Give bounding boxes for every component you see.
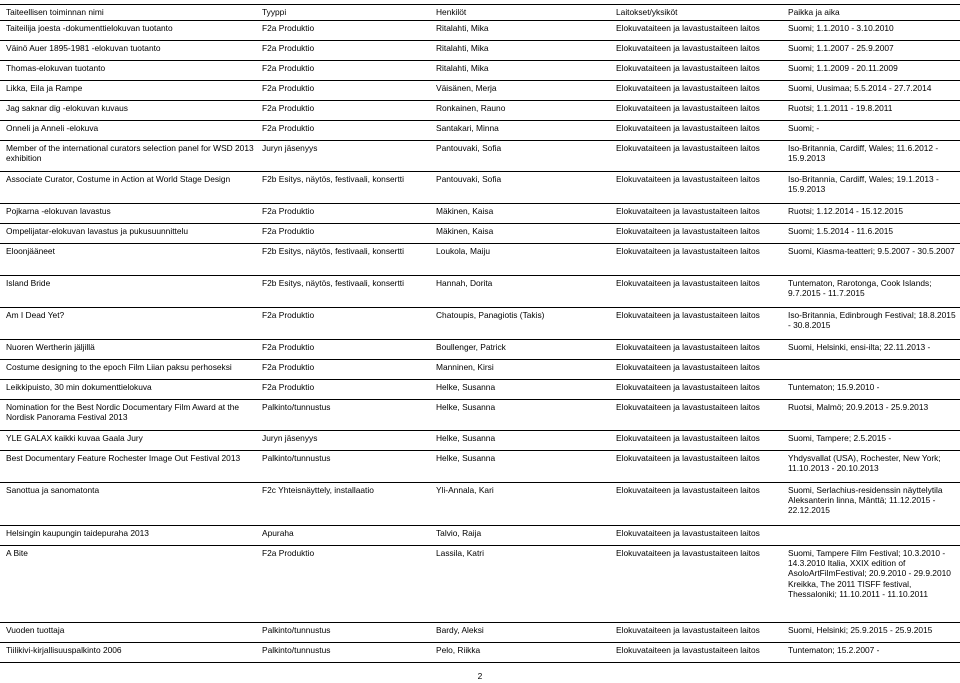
cell-col-persons: Talvio, Raija [436, 528, 482, 538]
cell-col-persons: Helke, Susanna [436, 402, 496, 412]
header-col-place-time: Paikka ja aika [788, 7, 840, 17]
cell-col-name: Ompelijatar-elokuvan lavastus ja pukusuunnittelu [6, 226, 189, 236]
cell-col-type: F2a Produktio [262, 310, 315, 320]
cell-col-type: F2a Produktio [262, 226, 315, 236]
table-row [0, 224, 960, 244]
cell-col-unit: Elokuvataiteen ja lavastustaiteen laitos [616, 143, 760, 153]
page-number: 2 [477, 671, 483, 681]
cell-col-name: Tiilikivi-kirjallisuuspalkinto 2006 [6, 645, 122, 655]
cell-col-type: F2a Produktio [262, 43, 315, 53]
cell-col-unit: Elokuvataiteen ja lavastustaiteen laitos [616, 174, 760, 184]
cell-col-name: Nomination for the Best Nordic Documentary Film Award at the Nordisk Panorama Festival 2013 [6, 402, 240, 423]
cell-col-name: Sanottua ja sanomatonta [6, 485, 100, 495]
cell-col-place-time: Suomi; 1.1.2007 - 25.9.2007 [788, 43, 894, 53]
table-row [0, 643, 960, 663]
header-col-persons: Henkilöt [436, 7, 467, 17]
cell-col-type: Juryn jäsenyys [262, 433, 318, 443]
cell-col-name: Jag saknar dig -elokuvan kuvaus [6, 103, 128, 113]
cell-col-place-time: Ruotsi; 1.1.2011 - 19.8.2011 [788, 103, 893, 113]
cell-col-type: F2c Yhteisnäyttely, installaatio [262, 485, 374, 495]
cell-col-place-time: Tuntematon, Rarotonga, Cook Islands; 9.7.2015 - 11.7.2015 [788, 278, 932, 299]
cell-col-unit: Elokuvataiteen ja lavastustaiteen laitos [616, 453, 760, 463]
cell-col-name: Associate Curator, Costume in Action at World Stage Design [6, 174, 231, 184]
table-header-row [0, 4, 960, 21]
cell-col-place-time: Iso-Britannia, Edinbrough Festival; 18.8.2015 - 30.8.2015 [788, 310, 956, 331]
table-row [0, 526, 960, 546]
table-row [0, 483, 960, 526]
cell-col-name: A Bite [6, 548, 28, 558]
cell-col-type: F2b Esitys, näytös, festivaali, konsertti [262, 278, 404, 288]
cell-col-name: Vuoden tuottaja [6, 625, 65, 635]
cell-col-unit: Elokuvataiteen ja lavastustaiteen laitos [616, 342, 760, 352]
table-row [0, 340, 960, 360]
table-row [0, 244, 960, 276]
cell-col-unit: Elokuvataiteen ja lavastustaiteen laitos [616, 123, 760, 133]
cell-col-persons: Lassila, Katri [436, 548, 484, 558]
cell-col-place-time: Suomi, Helsinki, ensi-ilta; 22.11.2013 - [788, 342, 931, 352]
table-row [0, 101, 960, 121]
table-row [0, 380, 960, 400]
cell-col-unit: Elokuvataiteen ja lavastustaiteen laitos [616, 103, 760, 113]
cell-col-name: Helsingin kaupungin taidepuraha 2013 [6, 528, 149, 538]
cell-col-name: Pojkarna -elokuvan lavastus [6, 206, 111, 216]
cell-col-unit: Elokuvataiteen ja lavastustaiteen laitos [616, 43, 760, 53]
cell-col-place-time: Suomi, Serlachius-residenssin näyttelytila Aleksanterin linna, Mänttä; 11.12.2015 - 22.12.2015 [788, 485, 943, 516]
table-row [0, 308, 960, 340]
cell-col-unit: Elokuvataiteen ja lavastustaiteen laitos [616, 310, 760, 320]
cell-col-type: F2a Produktio [262, 548, 315, 558]
cell-col-unit: Elokuvataiteen ja lavastustaiteen laitos [616, 23, 760, 33]
cell-col-place-time: Suomi, Kiasma-teatteri; 9.5.2007 - 30.5.2007 [788, 246, 955, 256]
cell-col-place-time: Suomi, Tampere; 2.5.2015 - [788, 433, 892, 443]
cell-col-name: Likka, Eila ja Rampe [6, 83, 83, 93]
cell-col-name: Island Bride [6, 278, 51, 288]
cell-col-unit: Elokuvataiteen ja lavastustaiteen laitos [616, 63, 760, 73]
cell-col-type: F2a Produktio [262, 362, 315, 372]
cell-col-place-time: Ruotsi, Malmö; 20.9.2013 - 25.9.2013 [788, 402, 929, 412]
cell-col-type: F2a Produktio [262, 342, 315, 352]
cell-col-persons: Loukola, Maiju [436, 246, 491, 256]
cell-col-persons: Hannah, Dorita [436, 278, 493, 288]
table-row [0, 276, 960, 308]
cell-col-name: YLE GALAX kaikki kuvaa Gaala Jury [6, 433, 143, 443]
cell-col-persons: Pantouvaki, Sofia [436, 143, 502, 153]
cell-col-name: Taiteilija joesta -dokumenttielokuvan tuotanto [6, 23, 173, 33]
table-row [0, 172, 960, 204]
cell-col-type: F2a Produktio [262, 83, 315, 93]
cell-col-type: F2a Produktio [262, 206, 315, 216]
cell-col-unit: Elokuvataiteen ja lavastustaiteen laitos [616, 246, 760, 256]
cell-col-persons: Väisänen, Merja [436, 83, 497, 93]
cell-col-persons: Helke, Susanna [436, 453, 496, 463]
cell-col-persons: Bardy, Aleksi [436, 625, 484, 635]
cell-col-place-time: Suomi, Uusimaa; 5.5.2014 - 27.7.2014 [788, 83, 932, 93]
cell-col-persons: Mäkinen, Kaisa [436, 206, 494, 216]
cell-col-persons: Yli-Annala, Kari [436, 485, 494, 495]
cell-col-unit: Elokuvataiteen ja lavastustaiteen laitos [616, 362, 760, 372]
cell-col-place-time: Suomi, Helsinki; 25.9.2015 - 25.9.2015 [788, 625, 933, 635]
cell-col-place-time: Iso-Britannia, Cardiff, Wales; 19.1.2013 - 15.9.2013 [788, 174, 939, 195]
table-row [0, 546, 960, 623]
cell-col-name: Leikkipuisto, 30 min dokumenttielokuva [6, 382, 152, 392]
cell-col-unit: Elokuvataiteen ja lavastustaiteen laitos [616, 83, 760, 93]
cell-col-type: F2a Produktio [262, 382, 315, 392]
cell-col-unit: Elokuvataiteen ja lavastustaiteen laitos [616, 226, 760, 236]
cell-col-place-time: Tuntematon; 15.9.2010 - [788, 382, 880, 392]
cell-col-type: Palkinto/tunnustus [262, 402, 331, 412]
table-row [0, 61, 960, 81]
cell-col-place-time: Yhdysvallat (USA), Rochester, New York; 11.10.2013 - 20.10.2013 [788, 453, 941, 474]
cell-col-place-time: Tuntematon; 15.2.2007 - [788, 645, 880, 655]
cell-col-type: F2a Produktio [262, 123, 315, 133]
cell-col-unit: Elokuvataiteen ja lavastustaiteen laitos [616, 548, 760, 558]
table-row [0, 360, 960, 380]
table-row [0, 204, 960, 224]
cell-col-name: Nuoren Wertherin jäljillä [6, 342, 95, 352]
cell-col-name: Costume designing to the epoch Film Liian paksu perhoseksi [6, 362, 232, 372]
cell-col-unit: Elokuvataiteen ja lavastustaiteen laitos [616, 206, 760, 216]
cell-col-unit: Elokuvataiteen ja lavastustaiteen laitos [616, 625, 760, 635]
cell-col-name: Eloonjääneet [6, 246, 55, 256]
results-table [0, 4, 960, 663]
cell-col-place-time: Suomi; 1.1.2009 - 20.11.2009 [788, 63, 898, 73]
cell-col-persons: Pantouvaki, Sofia [436, 174, 502, 184]
cell-col-persons: Boullenger, Patrick [436, 342, 506, 352]
cell-col-place-time: Suomi, Tampere Film Festival; 10.3.2010 - 14.3.2010 Italia, XXIX edition of AsoloArtFilmFestival; 20.9.2010 - 29.9.2010 Kreikka, The 2011 TISFF festival, Thessaloniki; 11.10.2011 - 11.10.2011 [788, 548, 951, 599]
cell-col-name: Best Documentary Feature Rochester Image Out Festival 2013 [6, 453, 241, 463]
cell-col-type: Palkinto/tunnustus [262, 453, 331, 463]
cell-col-persons: Pelo, Riikka [436, 645, 481, 655]
cell-col-type: F2a Produktio [262, 103, 315, 113]
cell-col-place-time: Iso-Britannia, Cardiff, Wales; 11.6.2012 - 15.9.2013 [788, 143, 939, 164]
cell-col-name: Am I Dead Yet? [6, 310, 65, 320]
cell-col-persons: Manninen, Kirsi [436, 362, 494, 372]
table-row [0, 141, 960, 172]
cell-col-place-time: Suomi; 1.1.2010 - 3.10.2010 [788, 23, 894, 33]
cell-col-place-time: Suomi; - [788, 123, 820, 133]
header-col-name: Taiteellisen toiminnan nimi [6, 7, 104, 17]
table-row [0, 400, 960, 431]
cell-col-persons: Santakari, Minna [436, 123, 499, 133]
cell-col-persons: Ritalahti, Mika [436, 43, 489, 53]
table-row [0, 41, 960, 61]
cell-col-place-time: Ruotsi; 1.12.2014 - 15.12.2015 [788, 206, 904, 216]
cell-col-type: Palkinto/tunnustus [262, 645, 331, 655]
header-col-unit: Laitokset/yksiköt [616, 7, 678, 17]
cell-col-type: F2a Produktio [262, 23, 315, 33]
cell-col-persons: Helke, Susanna [436, 382, 496, 392]
cell-col-unit: Elokuvataiteen ja lavastustaiteen laitos [616, 645, 760, 655]
table-row [0, 451, 960, 483]
cell-col-unit: Elokuvataiteen ja lavastustaiteen laitos [616, 528, 760, 538]
cell-col-unit: Elokuvataiteen ja lavastustaiteen laitos [616, 382, 760, 392]
cell-col-name: Member of the international curators selection panel for WSD 2013 exhibition [6, 143, 254, 164]
cell-col-type: Juryn jäsenyys [262, 143, 318, 153]
cell-col-persons: Ritalahti, Mika [436, 23, 489, 33]
cell-col-type: F2b Esitys, näytös, festivaali, konsertti [262, 246, 404, 256]
cell-col-name: Thomas-elokuvan tuotanto [6, 63, 106, 73]
table-row [0, 121, 960, 141]
cell-col-type: F2a Produktio [262, 63, 315, 73]
cell-col-type: Palkinto/tunnustus [262, 625, 331, 635]
header-col-type: Tyyppi [262, 7, 287, 17]
cell-col-name: Onneli ja Anneli -elokuva [6, 123, 99, 133]
cell-col-persons: Mäkinen, Kaisa [436, 226, 494, 236]
cell-col-place-time: Suomi; 1.5.2014 - 11.6.2015 [788, 226, 894, 236]
cell-col-type: F2b Esitys, näytös, festivaali, konsertti [262, 174, 404, 184]
cell-col-persons: Ritalahti, Mika [436, 63, 489, 73]
cell-col-unit: Elokuvataiteen ja lavastustaiteen laitos [616, 278, 760, 288]
cell-col-unit: Elokuvataiteen ja lavastustaiteen laitos [616, 433, 760, 443]
cell-col-unit: Elokuvataiteen ja lavastustaiteen laitos [616, 402, 760, 412]
table-row [0, 81, 960, 101]
cell-col-persons: Helke, Susanna [436, 433, 496, 443]
cell-col-persons: Chatoupis, Panagiotis (Takis) [436, 310, 545, 320]
cell-col-unit: Elokuvataiteen ja lavastustaiteen laitos [616, 485, 760, 495]
cell-col-name: Väinö Auer 1895-1981 -elokuvan tuotanto [6, 43, 161, 53]
table-row [0, 623, 960, 643]
cell-col-type: Apuraha [262, 528, 294, 538]
cell-col-persons: Ronkainen, Rauno [436, 103, 506, 113]
table-row [0, 431, 960, 451]
table-row [0, 21, 960, 41]
